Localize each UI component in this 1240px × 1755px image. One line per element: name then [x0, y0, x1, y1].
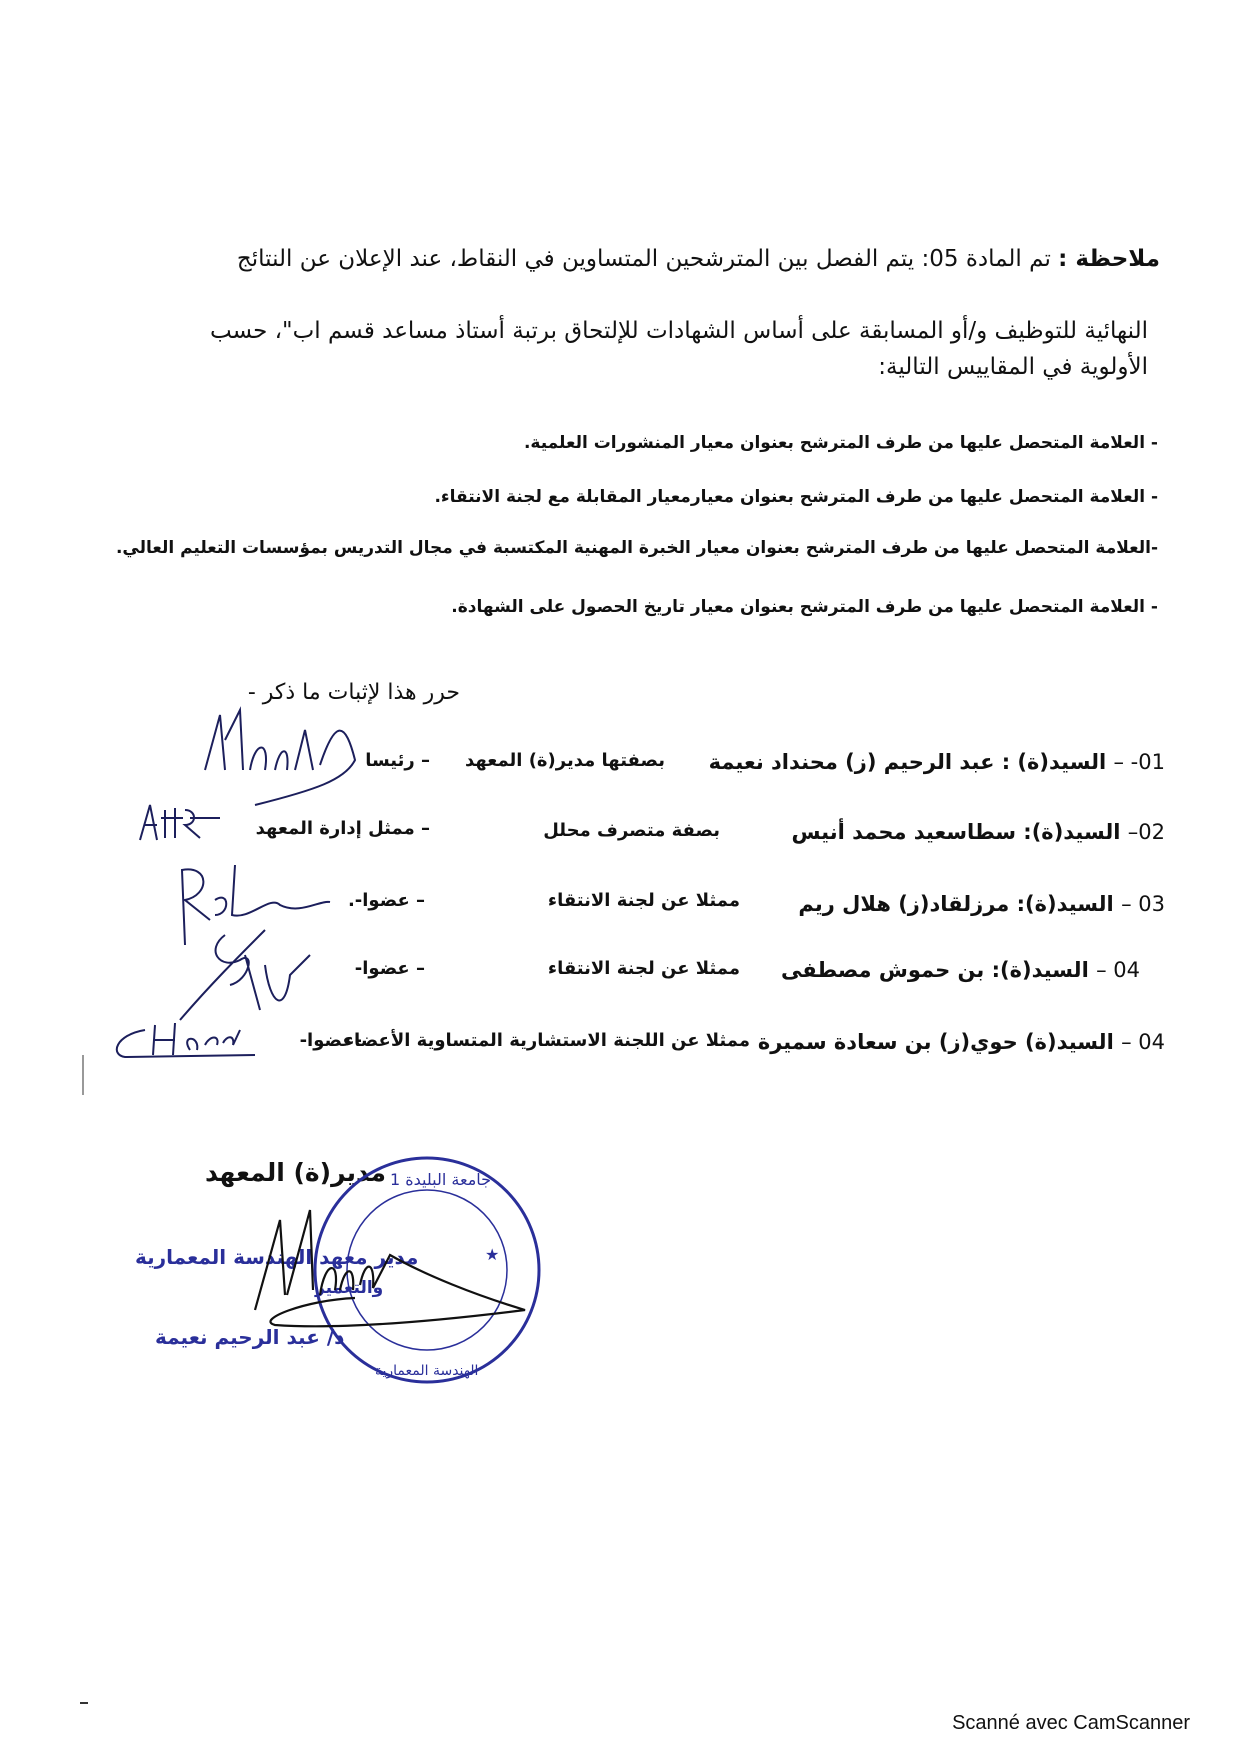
member-role: – ممثل إدارة المعهد	[255, 818, 430, 839]
note-text-1: تم المادة 05: يتم الفصل بين المترشحين المتساوين في النقاط، عند الإعلان عن النتائج	[236, 246, 1051, 272]
attestation-text: حرر هذا لإثبات ما ذكر -	[247, 680, 460, 705]
camscanner-watermark: Scanné avec CamScanner	[952, 1712, 1190, 1734]
signature-member-1	[195, 700, 375, 810]
member-role: – عضوا-.	[347, 890, 425, 911]
member-number: 01- –	[1113, 750, 1165, 774]
criterion-2: - العلامة المتحصل عليها من طرف المترشح بعنوان معيارمعيار المقابلة مع لجنة الانتقاء.	[434, 487, 1158, 507]
member-role: – رئيسا	[365, 750, 430, 771]
member-capacity: ممثلا عن اللجنة الاستشارية المتساوية الأعضاء	[344, 1030, 750, 1051]
member-row-2-name	[791, 820, 1165, 844]
member-row-5-name	[758, 1030, 1165, 1054]
stamp-line-1: مدير معهد الهندسة المعمارية	[135, 1245, 419, 1269]
stamp-line-2: والتعمير	[315, 1278, 384, 1298]
member-row-3-name	[798, 892, 1165, 916]
member-name: السيد(ة) حوي(ز) بن سعادة سميرة	[757, 1030, 1114, 1054]
member-capacity: ممثلا عن لجنة الانتقاء	[547, 890, 740, 911]
signature-member-2	[135, 800, 235, 845]
signature-member-4	[170, 925, 340, 1025]
director-title: مدير(ة) المعهد	[205, 1158, 386, 1187]
member-name: السيد(ة): بن حموش مصطفى	[781, 958, 1089, 982]
criterion-1: - العلامة المتحصل عليها من طرف المترشح بعنوان معيار المنشورات العلمية.	[523, 433, 1158, 453]
svg-text:جامعة البليدة 1: جامعة البليدة 1	[390, 1170, 492, 1189]
criterion-3: -العلامة المتحصل عليها من طرف المترشح بعنوان معيار الخبرة المهنية المكتسبة في مجال التدريس بمؤسسات التعليم العالي.	[115, 538, 1158, 558]
svg-text:الهندسة المعمارية: الهندسة المعمارية	[375, 1363, 479, 1379]
member-row-4-name	[781, 958, 1140, 982]
director-signature	[225, 1200, 545, 1340]
member-capacity: بصفة متصرف محلل	[543, 820, 720, 841]
note-line-2: النهائية للتوظيف و/أو المسابقة على أساس الشهادات للإلتحاق برتبة أستاذ مساعد قسم اب"، حسب	[210, 318, 1148, 344]
svg-text:★: ★	[485, 1245, 500, 1264]
note-line-1	[237, 246, 1160, 272]
member-name: السيد(ة): مرزلقاد(ز) هلال ريم	[798, 892, 1114, 916]
member-number: 03 –	[1121, 892, 1165, 916]
member-row-1-name	[709, 750, 1165, 774]
member-name: السيد(ة): سطاسعيد محمد أنيس	[791, 820, 1121, 844]
stamp-name: د/ عبد الرحيم نعيمة	[155, 1325, 345, 1349]
member-role: -عضوا-	[299, 1030, 362, 1051]
scan-corner-mark	[80, 1702, 88, 1704]
member-number: 04 –	[1121, 1030, 1165, 1054]
member-name: السيد(ة) : عبد الرحيم (ز) محنداد نعيمة	[708, 750, 1107, 774]
member-capacity: بصفتها مدير(ة) المعهد	[465, 750, 665, 771]
member-number: 04 –	[1096, 958, 1140, 982]
note-label: ملاحظة :	[1058, 246, 1160, 272]
scan-edge-mark	[82, 1055, 84, 1095]
signature-member-5	[105, 1015, 260, 1065]
member-role: – عضوا-	[354, 958, 425, 979]
member-capacity: ممثلا عن لجنة الانتقاء	[547, 958, 740, 979]
criterion-4: - العلامة المتحصل عليها من طرف المترشح بعنوان معيار تاريخ الحصول على الشهادة.	[451, 597, 1158, 617]
member-number: 02–	[1127, 820, 1165, 844]
note-line-3: الأولوية في المقاييس التالية:	[878, 354, 1148, 380]
